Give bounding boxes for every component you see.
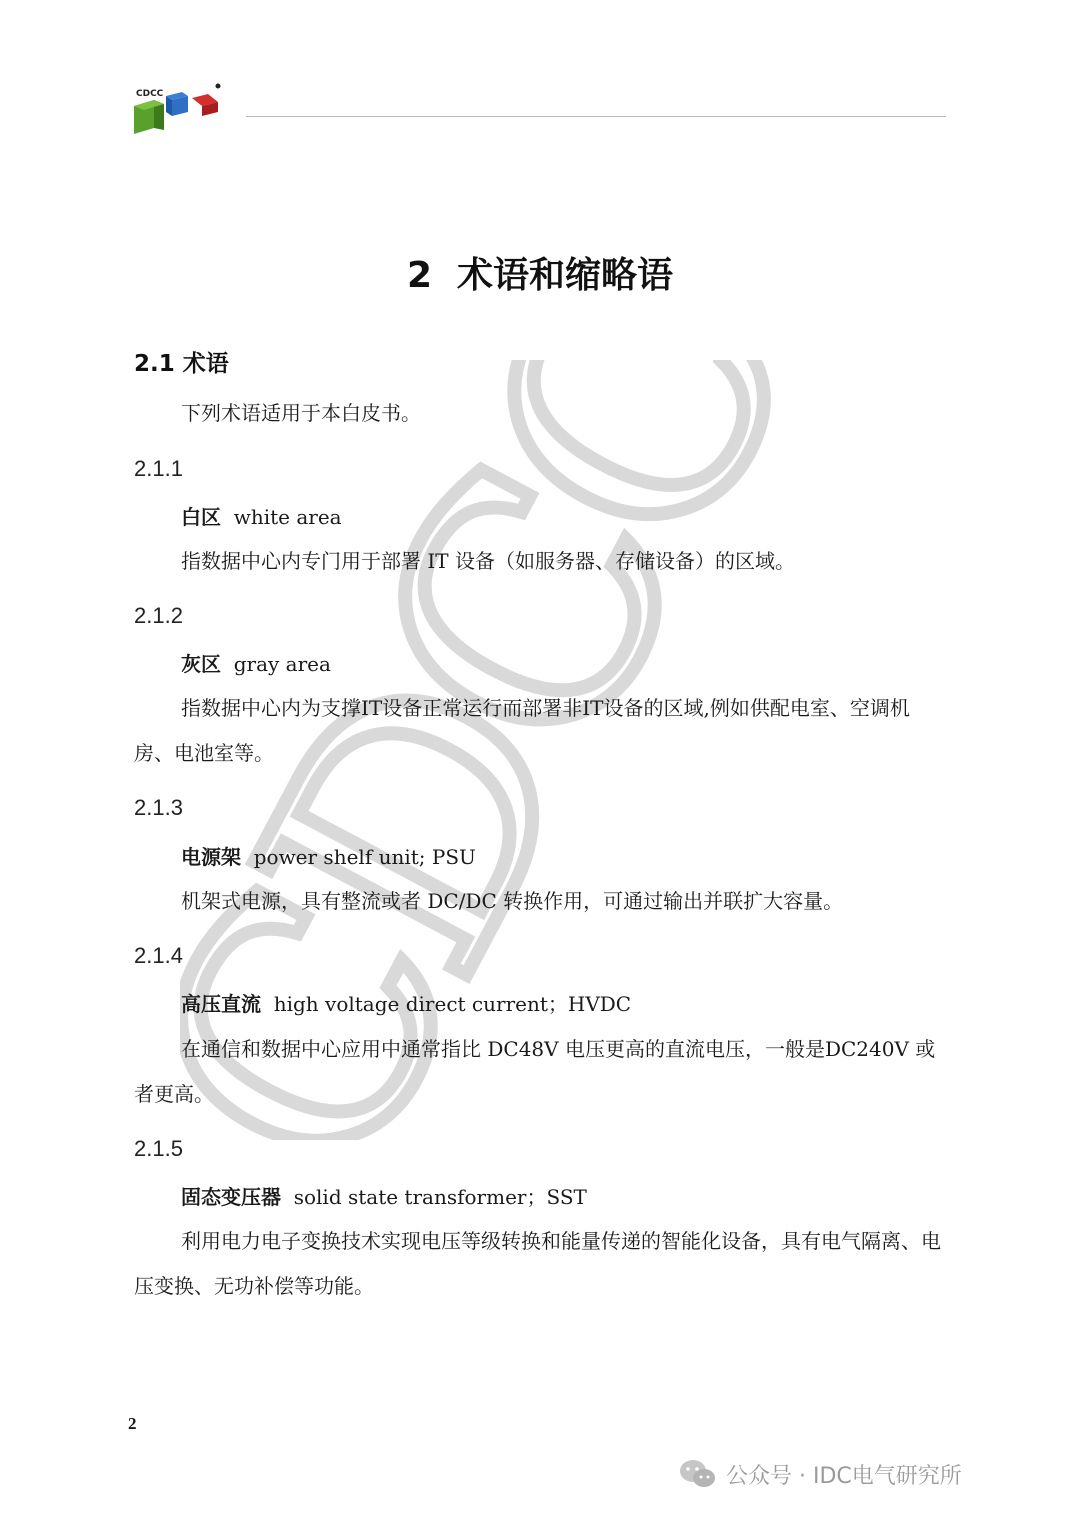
term-definition: 指数据中心内专门用于部署 IT 设备（如服务器、存储设备）的区域。 (181, 549, 795, 573)
term-name (181, 842, 476, 872)
term-number: 2.1.1 (134, 456, 183, 481)
cdcc-logo (130, 78, 226, 134)
term-zh: 固态变压器 (181, 1185, 281, 1209)
term-name (181, 649, 331, 679)
term-zh: 白区 (181, 505, 221, 529)
term-definition: 机架式电源，具有整流或者 DC/DC 转换作用，可通过输出并联扩大容量。 (181, 889, 844, 913)
term-en: white area (233, 505, 342, 529)
term-en: gray area (233, 652, 331, 676)
term-zh: 高压直流 (181, 992, 261, 1016)
section-intro: 下列术语适用于本白皮书。 (181, 401, 421, 425)
wechat-source-text: 公众号 · IDC电气研究所 (726, 1463, 962, 1489)
section-heading: 2.1 术语 (134, 351, 229, 377)
term-name (181, 1182, 587, 1212)
chapter-title: 2 术语和缩略语 (406, 255, 674, 296)
term-number: 2.1.3 (134, 795, 183, 820)
term-en: power shelf unit; PSU (253, 845, 476, 869)
term-number: 2.1.4 (134, 943, 183, 968)
term-number: 2.1.5 (134, 1136, 183, 1161)
wechat-icon (678, 1458, 718, 1490)
page-number: 2 (128, 1414, 137, 1433)
header-rule (246, 116, 946, 117)
term-zh: 电源架 (181, 845, 241, 869)
logo-text: CDCC (136, 89, 164, 99)
term-en: high voltage direct current；HVDC (273, 992, 632, 1016)
term-zh: 灰区 (181, 652, 221, 676)
term-name (181, 989, 631, 1019)
term-name (181, 502, 342, 532)
term-en: solid state transformer；SST (293, 1185, 587, 1209)
term-definition: 利用电力电子变换技术实现电压等级转换和能量传递的智能化设备，具有电气隔离、电压变换、无功补偿等功能。 (134, 1229, 941, 1298)
term-definition: 指数据中心内为支撑IT设备正常运行而部署非IT设备的区域,例如供配电室、空调机房、电池室等。 (134, 696, 910, 765)
term-definition: 在通信和数据中心应用中通常指比 DC48V 电压更高的直流电压，一般是DC240V 或者更高。 (134, 1037, 936, 1106)
term-number: 2.1.2 (134, 603, 183, 628)
watermark-text: CDCC (180, 360, 861, 1140)
wechat-source (678, 1456, 962, 1492)
